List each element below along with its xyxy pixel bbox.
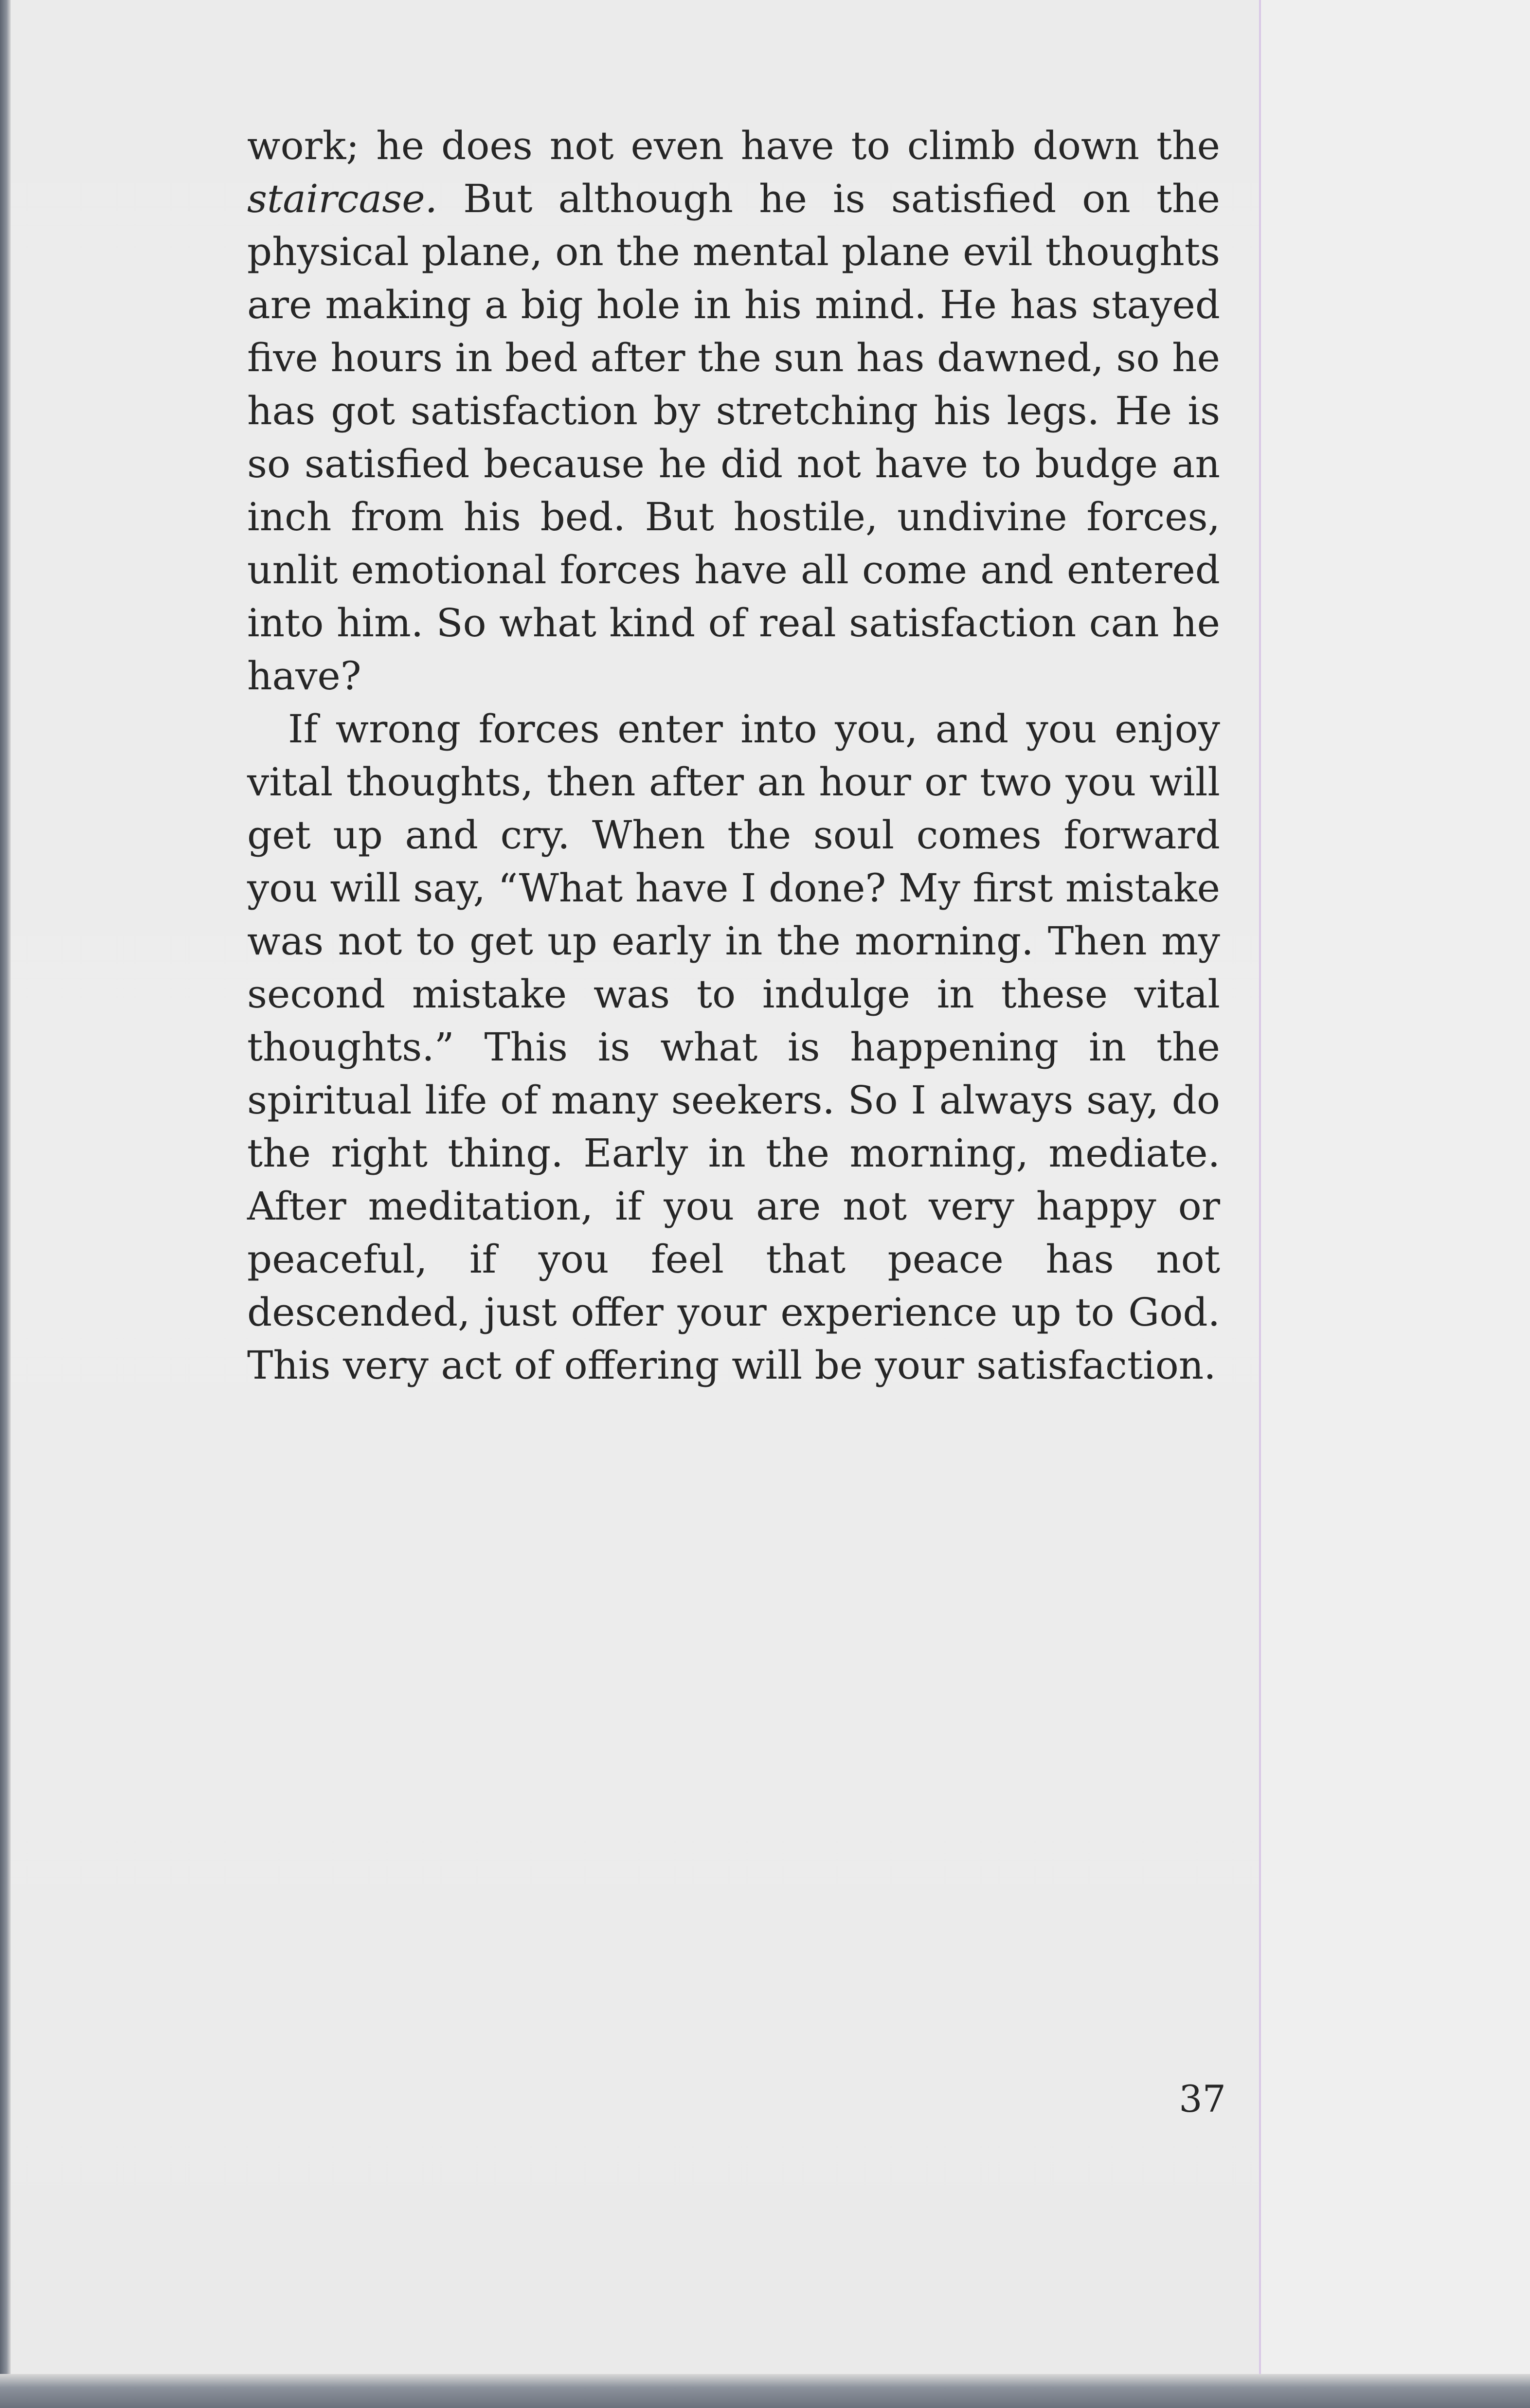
- body-text: [247, 119, 1220, 1392]
- paragraph-1: [247, 119, 1220, 702]
- paragraph-1-start: work; he does not even have to climb down the: [247, 123, 1220, 168]
- scan-edge-bottom: [0, 2374, 1530, 2408]
- page-margin-strip: [1261, 0, 1530, 2374]
- paragraph-2: If wrong forces enter into you, and you enjoy vital thoughts, then after an hour or two you will get up and cry. When the soul comes forward you will say, “What have I done? My first mistake was not to get up early in the morning. Then my second mistake was to indulge in these vital thoughts.” This is what is happening in the spiritual life of many seekers. So I always say, do the right thing. Early in the morning, mediate. After meditation, if you are not very happy or peaceful, if you feel that peace has not descended, just offer your experience up to God. This very act of offering will be your satisfaction.: [247, 706, 1220, 1388]
- scan-edge-left: [0, 0, 11, 2408]
- italic-word: staircase.: [247, 176, 438, 221]
- page-fold-line: [1259, 0, 1261, 2374]
- paragraph-1-rest: But although he is satisfied on the physical plane, on the mental plane evil thoughts are making a big hole in his mind. He has stayed five hours in bed after the sun has dawned, so he has got satisfaction by stretching his legs. He is so satisfied because he did not have to budge an inch from his bed. But hostile, undivine forces, unlit emotional forces have all come and entered into him. So what kind of real satisfaction can he have?: [247, 176, 1220, 699]
- page-number: 37: [1179, 2077, 1226, 2120]
